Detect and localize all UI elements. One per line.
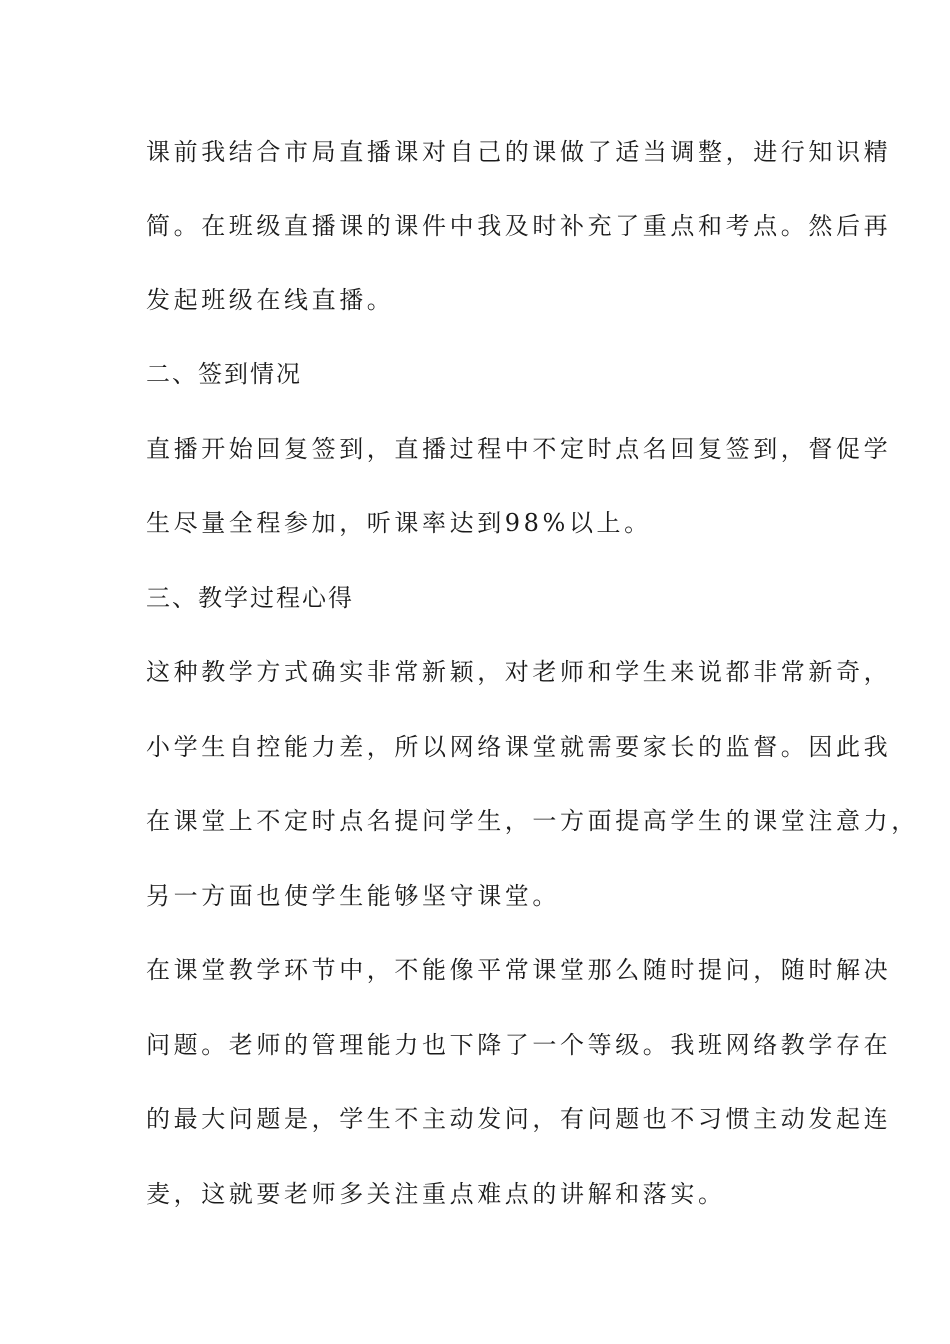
paragraph-line: 在课堂教学环节中，不能像平常课堂那么随时提问，随时解决	[146, 956, 892, 984]
paragraph-line: 简。在班级直播课的课件中我及时补充了重点和考点。然后再	[146, 212, 892, 240]
paragraph-line: 生尽量全程参加，听课率达到98%以上。	[146, 509, 652, 537]
paragraph-line: 麦，这就要老师多关注重点难点的讲解和落实。	[146, 1180, 726, 1208]
section-heading: 二、签到情况	[146, 360, 302, 388]
paragraph-line: 在课堂上不定时点名提问学生，一方面提高学生的课堂注意力，	[146, 807, 919, 835]
paragraph-line: 另一方面也使学生能够坚守课堂。	[146, 882, 560, 910]
paragraph-line: 的最大问题是，学生不主动发问，有问题也不习惯主动发起连	[146, 1105, 892, 1133]
paragraph-line: 小学生自控能力差，所以网络课堂就需要家长的监督。因此我	[146, 733, 892, 761]
paragraph-line: 发起班级在线直播。	[146, 286, 395, 314]
paragraph-line: 这种教学方式确实非常新颖，对老师和学生来说都非常新奇，	[146, 658, 892, 686]
paragraph-line: 直播开始回复签到，直播过程中不定时点名回复签到，督促学	[146, 435, 892, 463]
section-heading: 三、教学过程心得	[146, 584, 354, 612]
paragraph-line: 课前我结合市局直播课对自己的课做了适当调整，进行知识精	[146, 138, 892, 166]
paragraph-line: 问题。老师的管理能力也下降了一个等级。我班网络教学存在	[146, 1031, 892, 1059]
